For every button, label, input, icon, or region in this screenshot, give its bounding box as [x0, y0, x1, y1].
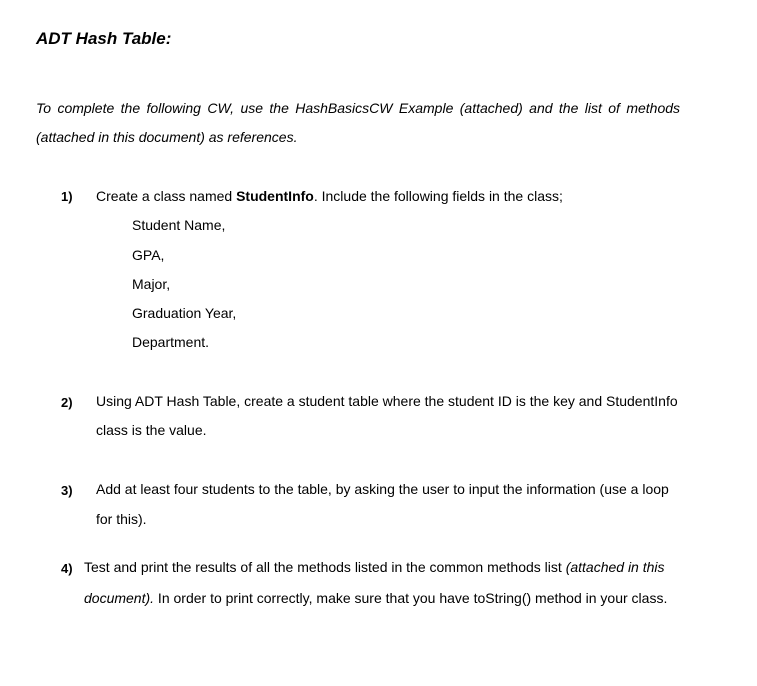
item-4-line-1	[84, 559, 665, 575]
field-graduation-year: Graduation Year,	[132, 305, 237, 321]
item-4-line-2-plain: In order to print correctly, make sure that you have toString() method in your class.	[154, 590, 668, 606]
field-department: Department.	[132, 334, 210, 350]
item-1-text-after: . Include the following fields in the class;	[313, 188, 563, 204]
item-4-line-2-italic: document).	[84, 590, 155, 606]
item-1-text	[96, 188, 563, 204]
item-2-line-2: class is the value.	[96, 422, 207, 438]
document-title: ADT Hash Table:	[36, 29, 172, 48]
field-major: Major,	[132, 276, 171, 292]
item-3-number: 3)	[61, 483, 73, 498]
item-2-number: 2)	[61, 395, 73, 410]
class-name-studentinfo: StudentInfo	[236, 188, 314, 204]
item-1-number: 1)	[61, 189, 73, 204]
item-4-number: 4)	[61, 561, 73, 576]
item-4-line-1-plain: Test and print the results of all the methods listed in the common methods list	[84, 559, 566, 575]
item-3-line-2: for this).	[96, 511, 147, 527]
intro-line-2: (attached in this document) as references.	[36, 129, 298, 145]
item-1-text-before: Create a class named	[96, 188, 237, 204]
field-gpa: GPA,	[132, 247, 165, 263]
item-2-line-1: Using ADT Hash Table, create a student table where the student ID is the key and StudentInfo	[96, 393, 678, 409]
intro-line-1: To complete the following CW, use the HashBasicsCW Example (attached) and the list of methods	[36, 100, 681, 116]
item-3-line-1: Add at least four students to the table, by asking the user to input the information (use a loop	[96, 481, 669, 497]
field-student-name: Student Name,	[132, 217, 226, 233]
item-4-line-2	[84, 590, 667, 606]
item-4-line-1-italic: (attached in this	[565, 559, 665, 575]
